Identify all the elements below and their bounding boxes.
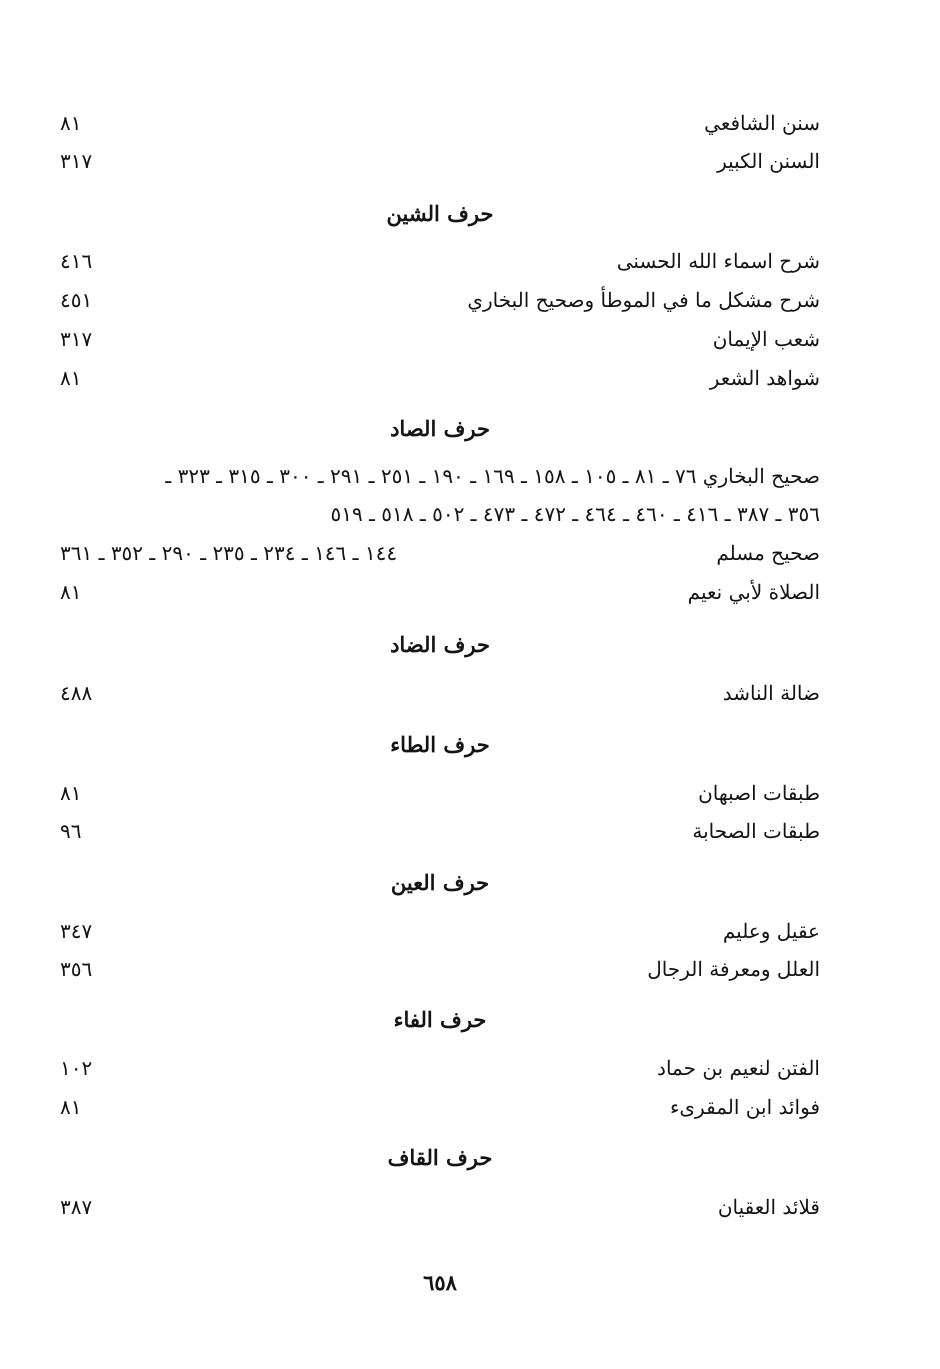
entry-title: سنن الشافعي <box>704 111 820 135</box>
index-entry <box>55 241 820 281</box>
section-heading: حرف الضاد <box>390 632 490 657</box>
entry-pages: ٨١ <box>60 781 82 805</box>
index-entry <box>55 673 820 713</box>
entry-title: طبقات الصحابة <box>692 819 820 843</box>
entry-pages: ٨١ <box>60 580 82 604</box>
bukhari-line-1: صحيح البخاري ٧٦ ـ ٨١ ـ ١٠٥ ـ ١٥٨ ـ ١٦٩ ـ ١٩٠ ـ ٢٥١ ـ ٢٩١ ـ ٣٠٠ ـ ٣١٥ ـ ٣٢٣ ـ <box>165 464 820 488</box>
entry-pages: ٩٦ <box>60 819 82 843</box>
index-entry <box>55 949 820 989</box>
entry-title: فوائد ابن المقرىء <box>670 1095 820 1119</box>
index-entry <box>55 141 820 181</box>
entry-title: شواهد الشعر <box>709 366 820 390</box>
index-entry <box>55 533 820 573</box>
section-heading: حرف العين <box>390 870 490 895</box>
index-entry <box>55 911 820 951</box>
section-heading: حرف القاف <box>387 1145 493 1170</box>
section-heading: حرف الصاد <box>390 416 490 441</box>
entry-pages: ٣٨٧ <box>60 1195 93 1219</box>
index-entry <box>55 319 820 359</box>
index-entry <box>55 280 820 320</box>
index-entry <box>55 1087 820 1127</box>
entry-title: شعب الإيمان <box>712 327 820 351</box>
entry-pages: ٨١ <box>60 366 82 390</box>
section-heading: حرف الطاء <box>390 732 490 757</box>
entry-title: عقيل وعليم <box>722 919 820 943</box>
entry-title: ضالة الناشد <box>722 681 820 705</box>
entry-title: صحيح مسلم <box>716 541 820 565</box>
section-heading: حرف الفاء <box>393 1007 487 1032</box>
index-entry <box>55 572 820 612</box>
entry-title: شرح مشكل ما في الموطأ وصحيح البخاري <box>467 288 820 312</box>
index-entry <box>55 1187 820 1227</box>
entry-pages: ٨١ <box>60 111 82 135</box>
entry-pages: ٨١ <box>60 1095 82 1119</box>
index-entry <box>55 103 820 143</box>
entry-pages: ١٠٢ <box>60 1056 93 1080</box>
entry-title: قلائد العقيان <box>717 1195 820 1219</box>
entry-title: طبقات اصبهان <box>698 781 820 805</box>
index-entry <box>55 811 820 851</box>
index-entry <box>55 1048 820 1088</box>
entry-title: الصلاة لأبي نعيم <box>687 580 820 604</box>
index-entry <box>55 773 820 813</box>
entry-pages: ٤١٦ <box>60 249 93 273</box>
entry-pages: ٣١٧ <box>60 149 93 173</box>
entry-title: شرح اسماء الله الحسنى <box>616 249 820 273</box>
index-entry <box>55 358 820 398</box>
entry-title: السنن الكبير <box>717 149 820 173</box>
entry-title: الفتن لنعيم بن حماد <box>657 1056 820 1080</box>
entry-pages: ٣٥٦ <box>60 957 93 981</box>
bukhari-line-2: ٣٥٦ ـ ٣٨٧ ـ ٤١٦ ـ ٤٦٠ ـ ٤٦٤ ـ ٤٧٢ ـ ٤٧٣ ـ ٥٠٢ ـ ٥١٨ ـ ٥١٩ <box>330 502 820 526</box>
entry-title: العلل ومعرفة الرجال <box>647 957 820 981</box>
entry-pages: ٤٨٨ <box>60 681 93 705</box>
entry-pages: ٣١٧ <box>60 327 93 351</box>
entry-pages: ١٤٤ ـ ١٤٦ ـ ٢٣٤ ـ ٢٣٥ ـ ٢٩٠ ـ ٣٥٢ ـ ٣٦١ <box>60 541 398 565</box>
section-heading: حرف الشين <box>386 201 494 226</box>
page-number: ٦٥٨ <box>423 1270 457 1295</box>
entry-pages: ٤٥١ <box>60 288 93 312</box>
entry-pages: ٣٤٧ <box>60 919 93 943</box>
